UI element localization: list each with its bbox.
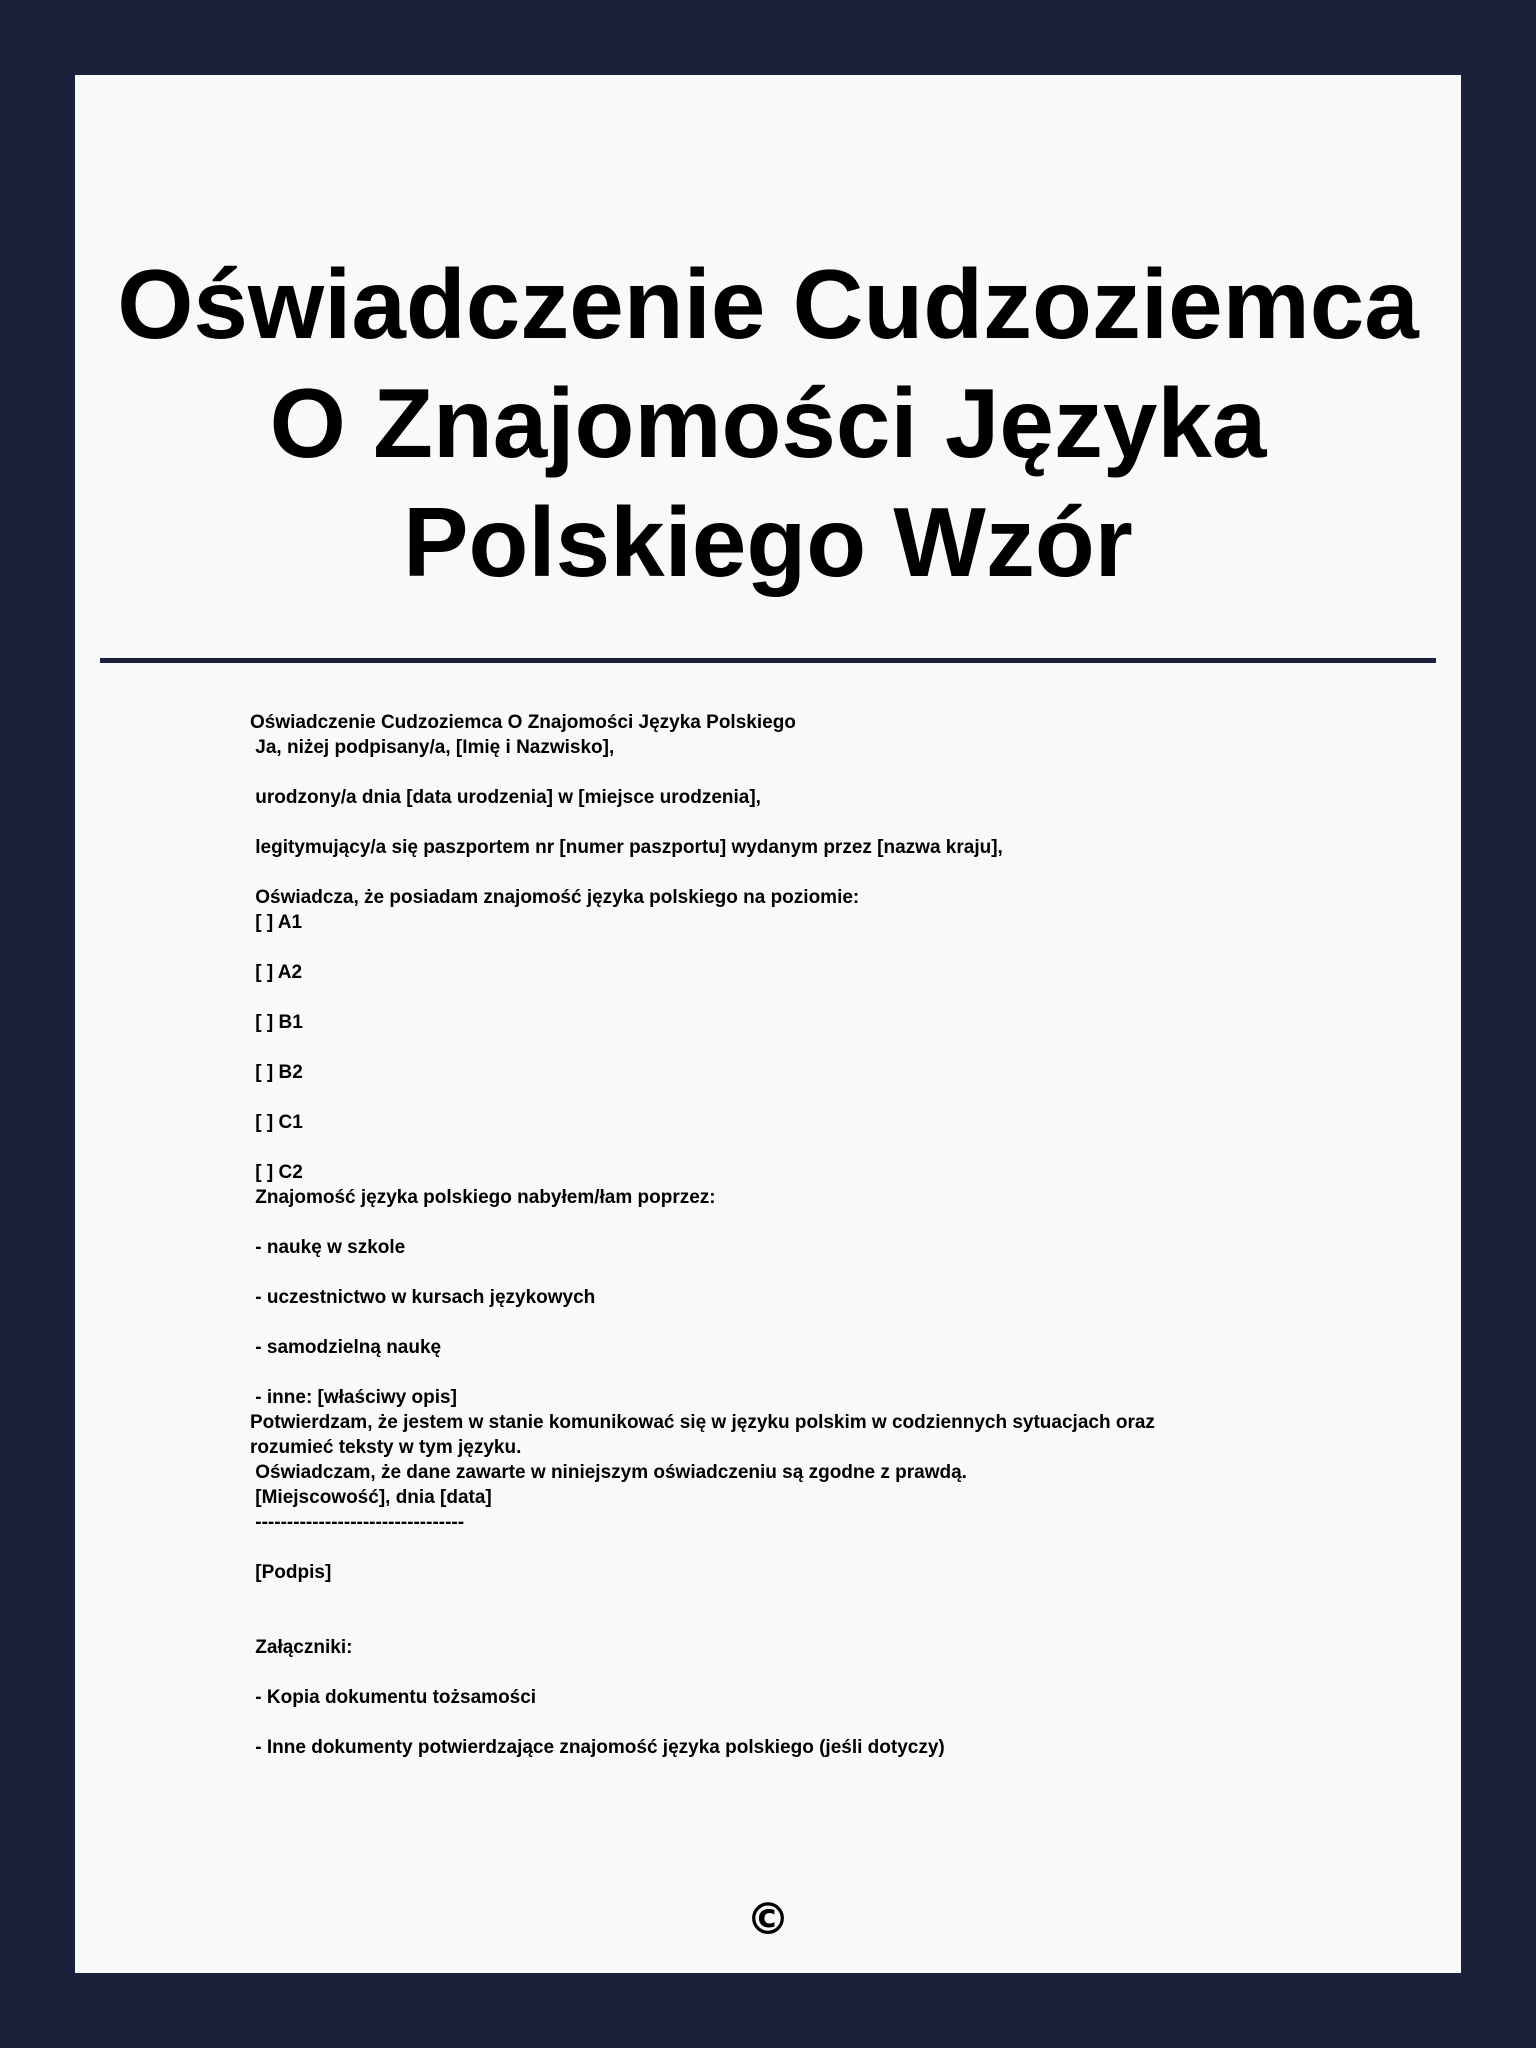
title-divider (100, 658, 1436, 663)
copyright-icon: © (746, 1894, 790, 1945)
page-title: Oświadczenie Cudzoziemca O Znajomości Języka Polskiego Wzór (117, 249, 1419, 597)
declaration-body: Oświadczenie Cudzoziemca O Znajomości Języka Polskiego Ja, niżej podpisany/a, [Imię i Nazwisko], urodzony/a dnia [data urodzenia] w [miejsce urodzenia], legitymujący/a się paszportem nr [numer paszportu] wydanym przez [nazwa kraju], Oświadcza, że posiadam znajomość języka polskiego na poziomie: [ ] A1 [ ] A2 [ ] B1 [ ] B2 [ ] C1 [ ] C2 Znajomość języka polskiego nabyłem/łam poprzez: - naukę w szkole - uczestnictwo w kursach językowych - samodzielną naukę - inne: [właściwy opis] Potwierdzam, że jestem w stanie komunikować się w języku polskim w codziennych sytuacjach oraz rozumieć teksty w tym języku. Oświadczam, że dane zawarte w niniejszym oświadczeniu są zgodne z prawdą. [Miejscowość], dnia [data] --------------------------------- [Podpis] Załączniki: - Kopia dokumentu tożsamości - Inne dokumenty potwierdzające znajomość języka polskiego (jeśli dotyczy) (250, 712, 1155, 1758)
document-page (75, 75, 1461, 1973)
